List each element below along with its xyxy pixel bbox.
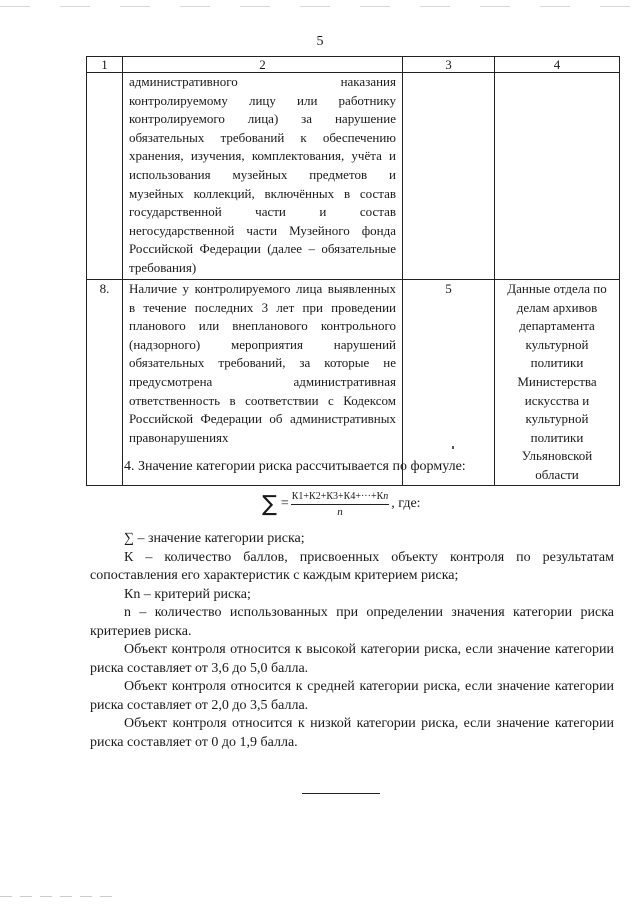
risk-formula	[262, 486, 421, 522]
criterion-source	[495, 73, 620, 280]
column-header-3: 3	[403, 57, 495, 73]
equals-sign: =	[280, 496, 289, 511]
definition-kn: Кn – критерий риска;	[124, 586, 251, 602]
formula-fraction	[291, 490, 390, 519]
criterion-text: Наличие у контролируемого лица выявленных в течение последних 3 лет при проведении планового или внепланового контрольного (надзорного) мероприятия нарушений обязательных требований, за которые не предусмотрена административная ответственность в соответствии с Кодексом Российской Федерации об административных правонарушениях	[123, 280, 403, 486]
column-header-1: 1	[87, 57, 123, 73]
definitions-block	[90, 530, 614, 752]
column-header-2: 2	[123, 57, 403, 73]
table-row	[87, 73, 620, 280]
definition-n: n – количество использованных при определении значения категории риска критериев риска.	[90, 605, 614, 639]
medium-risk-paragraph: Объект контроля относится к средней категории риска, если значение категории риска составляет от 2,0 до 3,5 балла.	[90, 679, 614, 713]
formula-denominator: n	[337, 505, 343, 518]
table-header-row	[87, 57, 620, 73]
table-row	[87, 280, 620, 486]
criterion-score	[403, 73, 495, 280]
definition-sigma: ∑ – значение категории риска;	[124, 531, 305, 546]
criterion-text: административного наказания контролируемому лицу или работнику контролируемого лица) за нарушение обязательных требований к обеспечению хранения, изучения, комплектования, учёта и использования музейных предметов и музейных коллекций, включённых в состав государственной части и состав негосударственной части Музейного фонда Российской Федерации (далее – обязательные требования)	[123, 73, 403, 280]
numerator-subscript: n	[383, 490, 389, 502]
high-risk-paragraph: Объект контроля относится к высокой категории риска, если значение категории риска составляет от 3,6 до 5,0 балла.	[90, 642, 614, 676]
row-number	[87, 73, 123, 280]
numerator-text: К1+К2+К3+К4+···+К	[291, 490, 384, 502]
scan-edge-top	[0, 6, 640, 7]
page-number: 5	[316, 34, 324, 49]
scan-mark	[452, 446, 454, 449]
scan-edge-bottom	[0, 896, 120, 897]
criterion-source: Данные отдела по делам архивов департамента культурной политики Министерства искусства и культурной политики Ульяновской области	[495, 280, 620, 486]
criteria-table	[86, 56, 620, 486]
formula-suffix: , где:	[391, 496, 421, 511]
low-risk-paragraph: Объект контроля относится к низкой категории риска, если значение категории риска составляет от 0 до 1,9 балла.	[90, 716, 614, 750]
row-number: 8.	[87, 280, 123, 486]
closing-rule	[302, 793, 380, 794]
sigma-symbol: ∑	[262, 491, 277, 517]
formula-intro: 4. Значение категории риска рассчитывается по формуле:	[124, 459, 466, 474]
column-header-4: 4	[495, 57, 620, 73]
criterion-score: 5	[403, 280, 495, 486]
formula-numerator	[291, 490, 390, 505]
formula-intro-block	[90, 458, 614, 477]
definition-k: К – количество баллов, присвоенных объекту контроля по результатам сопоставления его характеристик с каждым критерием риска;	[90, 549, 614, 583]
